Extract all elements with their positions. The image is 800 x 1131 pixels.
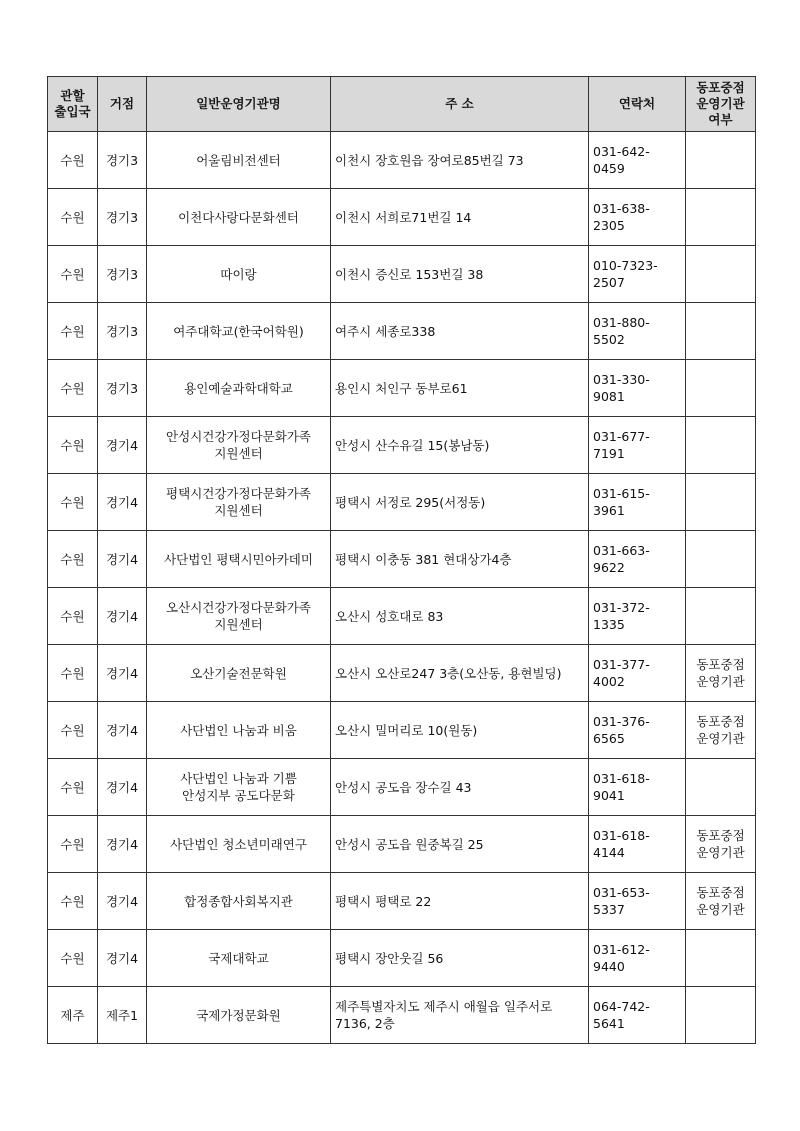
cell-office [48,417,98,474]
cell-address-text: 이천시 증신로 153번길 38 [335,266,484,282]
cell-ethnic-text: 동포중점 운영기관 [696,714,745,746]
cell-hub [98,474,147,531]
cell-ethnic-text: 동포중점 운영기관 [696,885,745,917]
table-row [48,930,756,987]
cell-office [48,930,98,987]
cell-hub [98,531,147,588]
cell-ethnic-text: 동포중점 운영기관 [696,828,745,860]
cell-phone-text: 031-377-4002 [593,657,650,689]
cell-address [331,132,589,189]
cell-address [331,816,589,873]
cell-ethnic [686,930,756,987]
cell-phone-text: 031-663-9622 [593,543,650,575]
header-phone: 연락처 [589,77,686,132]
cell-phone-text: 031-376-6565 [593,714,650,746]
cell-phone [589,417,686,474]
cell-org [147,702,331,759]
cell-phone-text: 031-615-3961 [593,486,650,518]
cell-office-text: 수원 [60,152,85,168]
cell-address-text: 오산시 성호대로 83 [335,608,444,624]
cell-office [48,873,98,930]
cell-phone-text: 031-638-2305 [593,201,650,233]
cell-address-text: 이천시 장호원읍 장여로85번길 73 [335,152,524,168]
cell-office [48,645,98,702]
cell-hub-text: 경기4 [105,608,139,624]
cell-phone [589,645,686,702]
cell-hub [98,189,147,246]
cell-org-text: 오산시건강가정다문화가족 지원센터 [166,600,311,632]
cell-org [147,360,331,417]
cell-org-text: 용인예술과학대학교 [184,380,293,396]
cell-address-text: 용인시 처인구 동부로61 [335,380,468,396]
cell-office [48,303,98,360]
cell-hub-text: 경기3 [105,266,139,282]
cell-org-text: 어울림비전센터 [196,152,281,168]
cell-org-text: 합정종합사회복지관 [184,893,293,909]
table-header-row [48,77,756,132]
cell-hub-text: 경기4 [105,836,139,852]
cell-address [331,360,589,417]
cell-office-text: 수원 [60,665,85,681]
cell-phone-text: 031-677-7191 [593,429,650,461]
cell-office-text: 제주 [60,1007,85,1023]
cell-org-text: 오산기술전문학원 [190,665,287,681]
cell-ethnic-text: 동포중점 운영기관 [696,657,745,689]
cell-office [48,987,98,1044]
cell-org-text: 따이랑 [220,266,257,282]
table-row [48,645,756,702]
cell-ethnic [686,645,756,702]
cell-office [48,474,98,531]
table-row [48,702,756,759]
cell-address [331,645,589,702]
cell-address-text: 제주특별자치도 제주시 애월읍 일주서로 7136, 2층 [335,999,553,1031]
cell-hub-text: 경기4 [105,722,139,738]
cell-org [147,816,331,873]
cell-org-text: 국제대학교 [208,950,269,966]
cell-address [331,987,589,1044]
cell-ethnic [686,417,756,474]
cell-office-text: 수원 [60,551,85,567]
cell-hub [98,645,147,702]
cell-org-text: 사단법인 나눔과 비움 [180,722,297,738]
cell-org-text: 이천다사랑다문화센터 [178,209,299,225]
table-row [48,474,756,531]
cell-office [48,132,98,189]
cell-phone [589,816,686,873]
cell-hub-text: 경기3 [105,209,139,225]
cell-org [147,588,331,645]
cell-address [331,189,589,246]
cell-ethnic [686,303,756,360]
cell-org [147,645,331,702]
table-row [48,531,756,588]
cell-hub [98,303,147,360]
cell-office [48,246,98,303]
cell-ethnic [686,132,756,189]
institution-table [47,76,756,1044]
cell-hub-text: 경기3 [105,152,139,168]
header-hub: 거점 [98,77,147,132]
cell-phone [589,474,686,531]
cell-address [331,417,589,474]
cell-hub-text: 제주1 [105,1007,139,1023]
cell-address-text: 오산시 오산로247 3층(오산동, 용현빌딩) [335,665,562,681]
cell-phone-text: 010-7323-2507 [593,258,658,290]
cell-org-text: 여주대학교(한국어학원) [173,323,304,339]
table-row [48,816,756,873]
table-row [48,759,756,816]
header-office: 관할 출입국 [48,77,98,132]
cell-hub [98,873,147,930]
cell-ethnic [686,246,756,303]
table-row [48,873,756,930]
cell-org [147,873,331,930]
cell-address [331,531,589,588]
cell-ethnic [686,189,756,246]
header-address: 주 소 [331,77,589,132]
cell-hub [98,759,147,816]
cell-phone-text: 031-618-4144 [593,828,650,860]
cell-org [147,246,331,303]
cell-address [331,759,589,816]
table-row [48,189,756,246]
cell-address-text: 오산시 밀머리로 10(원동) [335,722,478,738]
cell-office [48,702,98,759]
table-row [48,588,756,645]
cell-hub-text: 경기3 [105,380,139,396]
cell-ethnic [686,987,756,1044]
cell-phone [589,702,686,759]
cell-hub [98,132,147,189]
cell-hub [98,702,147,759]
cell-hub-text: 경기4 [105,950,139,966]
table-row [48,246,756,303]
cell-hub-text: 경기4 [105,551,139,567]
cell-org [147,417,331,474]
cell-address-text: 평택시 평택로 22 [335,893,432,909]
cell-address [331,930,589,987]
cell-ethnic [686,873,756,930]
cell-phone-text: 031-612-9440 [593,942,650,974]
cell-phone [589,531,686,588]
cell-address-text: 안성시 공도읍 원중복길 25 [335,836,484,852]
cell-address [331,873,589,930]
cell-hub [98,987,147,1044]
cell-org-text: 국제가정문화원 [196,1007,281,1023]
cell-ethnic [686,531,756,588]
header-ethnic: 동포중점 운영기관 여부 [686,77,756,132]
cell-phone-text: 031-642-0459 [593,144,650,176]
cell-hub [98,246,147,303]
cell-address [331,303,589,360]
cell-phone-text: 031-880-5502 [593,315,650,347]
cell-org [147,303,331,360]
cell-phone [589,930,686,987]
cell-office-text: 수원 [60,266,85,282]
cell-ethnic [686,474,756,531]
cell-office-text: 수원 [60,779,85,795]
cell-phone-text: 064-742-5641 [593,999,650,1031]
cell-org [147,759,331,816]
cell-office-text: 수원 [60,494,85,510]
cell-hub [98,360,147,417]
cell-hub [98,588,147,645]
cell-office-text: 수원 [60,209,85,225]
cell-ethnic [686,816,756,873]
cell-office-text: 수원 [60,836,85,852]
cell-phone-text: 031-618-9041 [593,771,650,803]
cell-org [147,189,331,246]
cell-address-text: 여주시 세종로338 [335,323,436,339]
cell-org [147,531,331,588]
cell-phone [589,759,686,816]
cell-address [331,474,589,531]
cell-hub-text: 경기4 [105,893,139,909]
table-row [48,132,756,189]
cell-office [48,189,98,246]
cell-phone [589,360,686,417]
cell-phone [589,588,686,645]
cell-office-text: 수원 [60,608,85,624]
cell-address-text: 이천시 서희로71번길 14 [335,209,472,225]
table-row [48,303,756,360]
cell-phone [589,873,686,930]
cell-phone-text: 031-372-1335 [593,600,650,632]
cell-ethnic [686,588,756,645]
cell-address-text: 평택시 장안웃길 56 [335,950,444,966]
cell-office [48,360,98,417]
cell-office-text: 수원 [60,950,85,966]
cell-org [147,930,331,987]
cell-phone [589,189,686,246]
cell-office-text: 수원 [60,893,85,909]
cell-org-text: 사단법인 나눔과 기쁨 안성지부 공도다문화 [180,771,297,803]
cell-address-text: 안성시 산수유길 15(봉남동) [335,437,490,453]
cell-hub [98,930,147,987]
cell-office-text: 수원 [60,437,85,453]
cell-org [147,474,331,531]
cell-phone-text: 031-653-5337 [593,885,650,917]
cell-address-text: 평택시 서정로 295(서정동) [335,494,486,510]
cell-hub [98,417,147,474]
header-org: 일반운영기관명 [147,77,331,132]
cell-org-text: 사단법인 청소년미래연구 [170,836,307,852]
cell-ethnic [686,360,756,417]
cell-address [331,588,589,645]
cell-phone [589,132,686,189]
cell-hub-text: 경기4 [105,779,139,795]
cell-hub-text: 경기4 [105,437,139,453]
cell-org-text: 평택시건강가정다문화가족 지원센터 [166,486,311,518]
cell-phone [589,303,686,360]
cell-hub-text: 경기4 [105,665,139,681]
cell-office [48,759,98,816]
cell-phone [589,246,686,303]
cell-address-text: 안성시 공도읍 장수길 43 [335,779,472,795]
cell-office [48,816,98,873]
cell-hub [98,816,147,873]
cell-hub-text: 경기3 [105,323,139,339]
cell-office-text: 수원 [60,380,85,396]
cell-office-text: 수원 [60,722,85,738]
cell-ethnic [686,702,756,759]
cell-org [147,132,331,189]
cell-hub-text: 경기4 [105,494,139,510]
cell-office [48,531,98,588]
table-row [48,987,756,1044]
cell-office-text: 수원 [60,323,85,339]
cell-org-text: 안성시건강가정다문화가족 지원센터 [166,429,311,461]
cell-phone-text: 031-330-9081 [593,372,650,404]
table-row [48,417,756,474]
cell-org-text: 사단법인 평택시민아카데미 [164,551,313,567]
cell-phone [589,987,686,1044]
cell-address [331,246,589,303]
cell-ethnic [686,759,756,816]
table-body [48,132,756,1044]
table-row [48,360,756,417]
cell-office [48,588,98,645]
cell-address [331,702,589,759]
cell-address-text: 평택시 이충동 381 현대상가4층 [335,551,512,567]
cell-org [147,987,331,1044]
